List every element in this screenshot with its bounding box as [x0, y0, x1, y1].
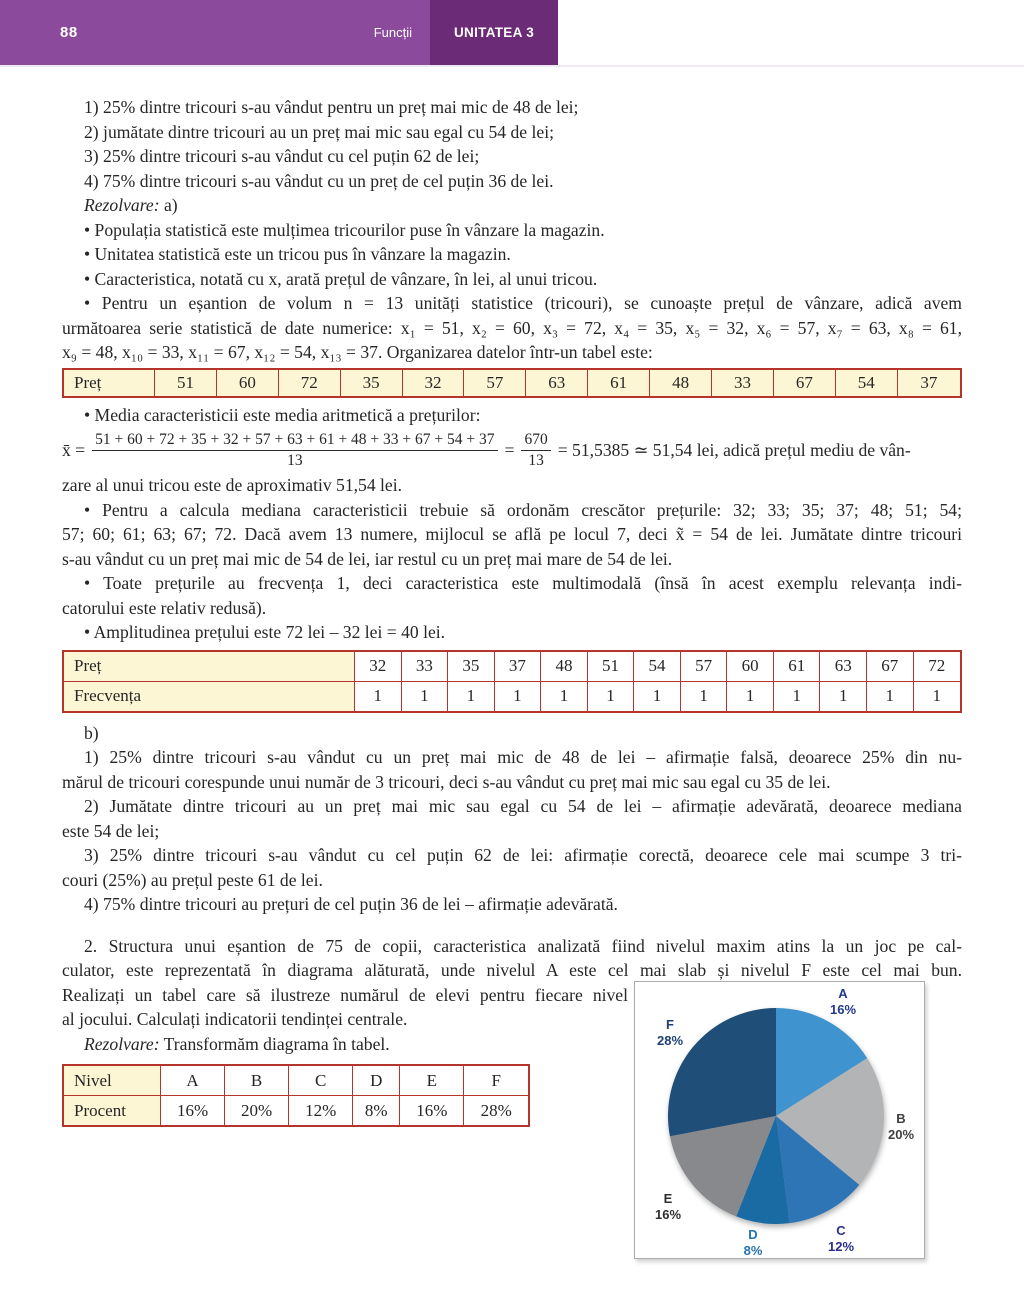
- part-b-line4: este 54 de lei;: [62, 820, 160, 841]
- fraction-numerator: 51 + 60 + 72 + 35 + 32 + 57 + 63 + 61 + 48 + 33 + 67 + 54 + 37: [92, 431, 497, 451]
- table-cell: 1: [820, 681, 867, 712]
- part-b-line3: 2) Jumătate dintre tricouri au un preț mai mic sau egal cu 54 de lei – afirmație adevărată, deoarece mediana: [84, 796, 962, 816]
- pie-percent-C: 12%: [827, 1238, 855, 1254]
- table-cell: 12%: [289, 1096, 353, 1127]
- mean-result: = 51,5385 ≃ 51,54 lei, adică prețul mediu de vân-: [557, 439, 911, 460]
- table-cell: 63: [820, 651, 867, 682]
- table-cell: 1: [448, 681, 495, 712]
- problem-2-section: [62, 934, 962, 1258]
- table-cell: 8%: [353, 1096, 400, 1127]
- table-cell: 57: [680, 651, 727, 682]
- table-row: [63, 1096, 529, 1127]
- pie-label-E: E: [663, 1190, 673, 1206]
- chapter-label: Funcții: [373, 25, 412, 40]
- table-cell: 67: [867, 651, 914, 682]
- part-b-intro: b): [84, 722, 99, 743]
- table-row: [63, 369, 961, 397]
- mean-continuation: zare al unui tricou este de aproximativ 51,54 lei.: [62, 475, 403, 495]
- page-header: [0, 0, 1024, 67]
- pie-percent-D: 8%: [743, 1242, 763, 1258]
- table-cell: 16%: [400, 1096, 464, 1127]
- table-cell: 61: [588, 369, 650, 397]
- statement-1: 1) 25% dintre tricouri s-au vândut pentru un preț mai mic de 48 de lei;: [84, 97, 579, 117]
- rezolvare-a-line: [62, 193, 962, 218]
- rezolvare-tail: Transformăm diagrama în tabel.: [159, 1033, 390, 1054]
- table-cell: 35: [340, 369, 402, 397]
- bullet-sample-line1: • Pentru un eșantion de volum n = 13 unități statistice (tricouri), se cunoaște prețul de vânzare, adică avem: [84, 293, 962, 313]
- pie-chart-frame: [634, 981, 925, 1259]
- table-cell: 51: [587, 651, 634, 682]
- bullet-sample-line2: următoarea serie statistică de date numerice: x₁ = 51, x₂ = 60, x₃ = 72, x₄ = 35, x₅ = 32, x₆ = 57, x₇ = 63, x₈ = 61,: [62, 317, 962, 338]
- table-cell: 60: [727, 651, 774, 682]
- pie-label-D: D: [748, 1226, 758, 1242]
- table-cell: 67: [773, 369, 835, 397]
- unit-label: UNITATEA 3: [430, 0, 558, 65]
- table-cell: 60: [216, 369, 278, 397]
- table-cell: C: [289, 1065, 353, 1096]
- table-cell: 48: [650, 369, 712, 397]
- pie-percent-A: 16%: [829, 1001, 857, 1017]
- header-purple-bar: [0, 0, 558, 65]
- table-cell: 1: [680, 681, 727, 712]
- pie-slices: [668, 1008, 884, 1224]
- table-cell: D: [353, 1065, 400, 1096]
- part-b-line7: 4) 75% dintre tricouri au prețuri de cel puțin 36 de lei – afirmație adevărată.: [84, 894, 618, 914]
- table-cell: A: [161, 1065, 225, 1096]
- table-cell: 37: [897, 369, 961, 397]
- part-b-line6: couri (25%) au prețul peste 61 de lei.: [62, 869, 323, 890]
- table-cell: 1: [541, 681, 588, 712]
- fraction-sum: [92, 431, 497, 470]
- median-line1: • Pentru a calcula mediana caracteristicii trebuie să ordonăm crescător prețurile: 32; 33; 35; 37; 48; 51; 54;: [84, 499, 962, 520]
- median-line3: s-au vândut cu un preț mai mic de 54 de lei, iar restul cu un preț mai mare de 54 de lei.: [62, 548, 673, 569]
- frequency-table: [62, 650, 962, 713]
- rezolvare-2-line: [62, 1032, 628, 1057]
- table-cell: 20%: [225, 1096, 289, 1127]
- table-cell: 35: [448, 651, 495, 682]
- bullet-population: • Populația statistică este mulțimea tricourilor puse în vânzare la magazin.: [84, 219, 605, 240]
- table-cell: 72: [278, 369, 340, 397]
- statement-4: 4) 75% dintre tricouri s-au vândut cu un preț de cel puțin 36 de lei.: [84, 170, 554, 191]
- table-cell: 57: [464, 369, 526, 397]
- part-b-line2: mărul de tricouri corespunde unui număr de 3 tricouri, deci s-au vândut cu preț mai mic sau egal cu 35 de lei.: [62, 771, 831, 792]
- pie-percent-F: 28%: [656, 1032, 684, 1048]
- table-cell: 37: [494, 651, 541, 682]
- table-row: [63, 651, 961, 682]
- mode-line2: catorului este relativ redusă).: [62, 597, 267, 618]
- mode-line1: • Toate prețurile au frecvența 1, deci caracteristica este multimodală (însă în acest exemplu relevanța indi-: [84, 573, 962, 593]
- bullet-sample-line3: x₉ = 48, x₁₀ = 33, x₁₁ = 67, x₁₂ = 54, x₁₃ = 37. Organizarea datelor într-un tabel este:: [62, 342, 653, 362]
- amplitude-line: • Amplitudinea prețului este 72 lei – 32 lei = 40 lei.: [84, 622, 446, 642]
- table-cell: 1: [587, 681, 634, 712]
- row-label: Frecvența: [63, 681, 355, 712]
- table-cell: 32: [355, 651, 402, 682]
- levels-table: [62, 1064, 530, 1127]
- table-cell: E: [400, 1065, 464, 1096]
- fraction-numerator: 670: [521, 431, 550, 451]
- table-cell: 54: [835, 369, 897, 397]
- part-b-line1: 1) 25% dintre tricouri s-au vândut cu un preț mai mic de 48 de lei – afirmație falsă, deoarece 25% din nu-: [84, 747, 962, 767]
- table-cell: 1: [867, 681, 914, 712]
- pie-label-F: F: [666, 1016, 674, 1032]
- table-cell: 1: [401, 681, 448, 712]
- xbar-symbol: x̄ =: [62, 439, 86, 460]
- pie-slice-F: [668, 1008, 776, 1136]
- table-cell: 63: [526, 369, 588, 397]
- table-row: [63, 681, 961, 712]
- problem2-line3: Realizați un tabel care să ilustreze numărul de elevi pentru fiecare nivel: [62, 984, 628, 1005]
- table-cell: 16%: [161, 1096, 225, 1127]
- table-cell: 1: [355, 681, 402, 712]
- problem2-line1: 2. Structura unui eșantion de 75 de copii, caracteristica analizată fiind nivelul maxim atins la un joc pe cal-: [84, 935, 962, 956]
- bullet-characteristic: • Caracteristica, notată cu x, arată prețul de vânzare, în lei, al unui tricou.: [84, 268, 598, 289]
- rezolvare-label: Rezolvare:: [84, 1033, 160, 1054]
- table-cell: 72: [913, 651, 961, 682]
- table-cell: 54: [634, 651, 681, 682]
- fraction-denominator: 13: [287, 451, 303, 469]
- mean-formula: [62, 427, 962, 473]
- statement-3: 3) 25% dintre tricouri s-au vândut cu cel puțin 62 de lei;: [84, 146, 480, 166]
- price-series-table: [62, 368, 962, 398]
- page-number: 88: [60, 24, 78, 41]
- pie-label-A: A: [838, 985, 848, 1001]
- table-cell: 28%: [464, 1096, 529, 1127]
- table-row: [63, 1065, 529, 1096]
- equals-sign: =: [504, 439, 515, 460]
- table-cell: 32: [402, 369, 464, 397]
- table-cell: 1: [727, 681, 774, 712]
- row-label: Preț: [63, 651, 355, 682]
- table-cell: 1: [634, 681, 681, 712]
- bullet-unit: • Unitatea statistică este un tricou pus în vânzare la magazin.: [84, 244, 511, 264]
- row-label: Procent: [63, 1096, 161, 1127]
- table-cell: B: [225, 1065, 289, 1096]
- pie-percent-E: 16%: [654, 1206, 682, 1222]
- pie-chart: [635, 982, 924, 1258]
- rezolvare-tail: a): [159, 195, 178, 215]
- table-cell: 1: [913, 681, 961, 712]
- statement-2: 2) jumătate dintre tricouri au un preț mai mic sau egal cu 54 de lei;: [84, 121, 554, 142]
- table-cell: 1: [494, 681, 541, 712]
- problem2-line2: culator, este reprezentată în diagrama alăturată, unde nivelul A este cel mai slab și nivelul F este cel mai bun.: [62, 960, 962, 980]
- table-cell: F: [464, 1065, 529, 1096]
- fraction-denominator: 13: [528, 451, 544, 469]
- table-cell: 51: [155, 369, 217, 397]
- pie-percent-B: 20%: [887, 1126, 915, 1142]
- row-label: Preț: [63, 369, 155, 397]
- pie-label-B: B: [896, 1110, 906, 1126]
- fraction-670-13: [521, 431, 550, 470]
- table-cell: 33: [401, 651, 448, 682]
- table-cell: 33: [712, 369, 774, 397]
- problem2-line4: al jocului. Calculați indicatorii tendinței centrale.: [62, 1009, 408, 1029]
- part-b-line5: 3) 25% dintre tricouri s-au vândut cu cel puțin 62 de lei: afirmație corectă, deoarece cele mai scumpe 3 tri-: [84, 845, 962, 865]
- table-cell: 61: [773, 651, 820, 682]
- problem-2-left-column: [62, 983, 628, 1128]
- mean-intro: • Media caracteristicii este media aritmetică a prețurilor:: [84, 404, 481, 425]
- page-content: [62, 65, 962, 1258]
- table-cell: 48: [541, 651, 588, 682]
- row-label: Nivel: [63, 1065, 161, 1096]
- median-line2: 57; 60; 61; 63; 67; 72. Dacă avem 13 numere, mijlocul se află pe locul 7, deci x̃ = 54 de lei. Jumătate dintre tricouri: [62, 524, 962, 544]
- table-cell: 1: [773, 681, 820, 712]
- pie-label-C: C: [836, 1222, 846, 1238]
- rezolvare-label: Rezolvare:: [84, 195, 160, 215]
